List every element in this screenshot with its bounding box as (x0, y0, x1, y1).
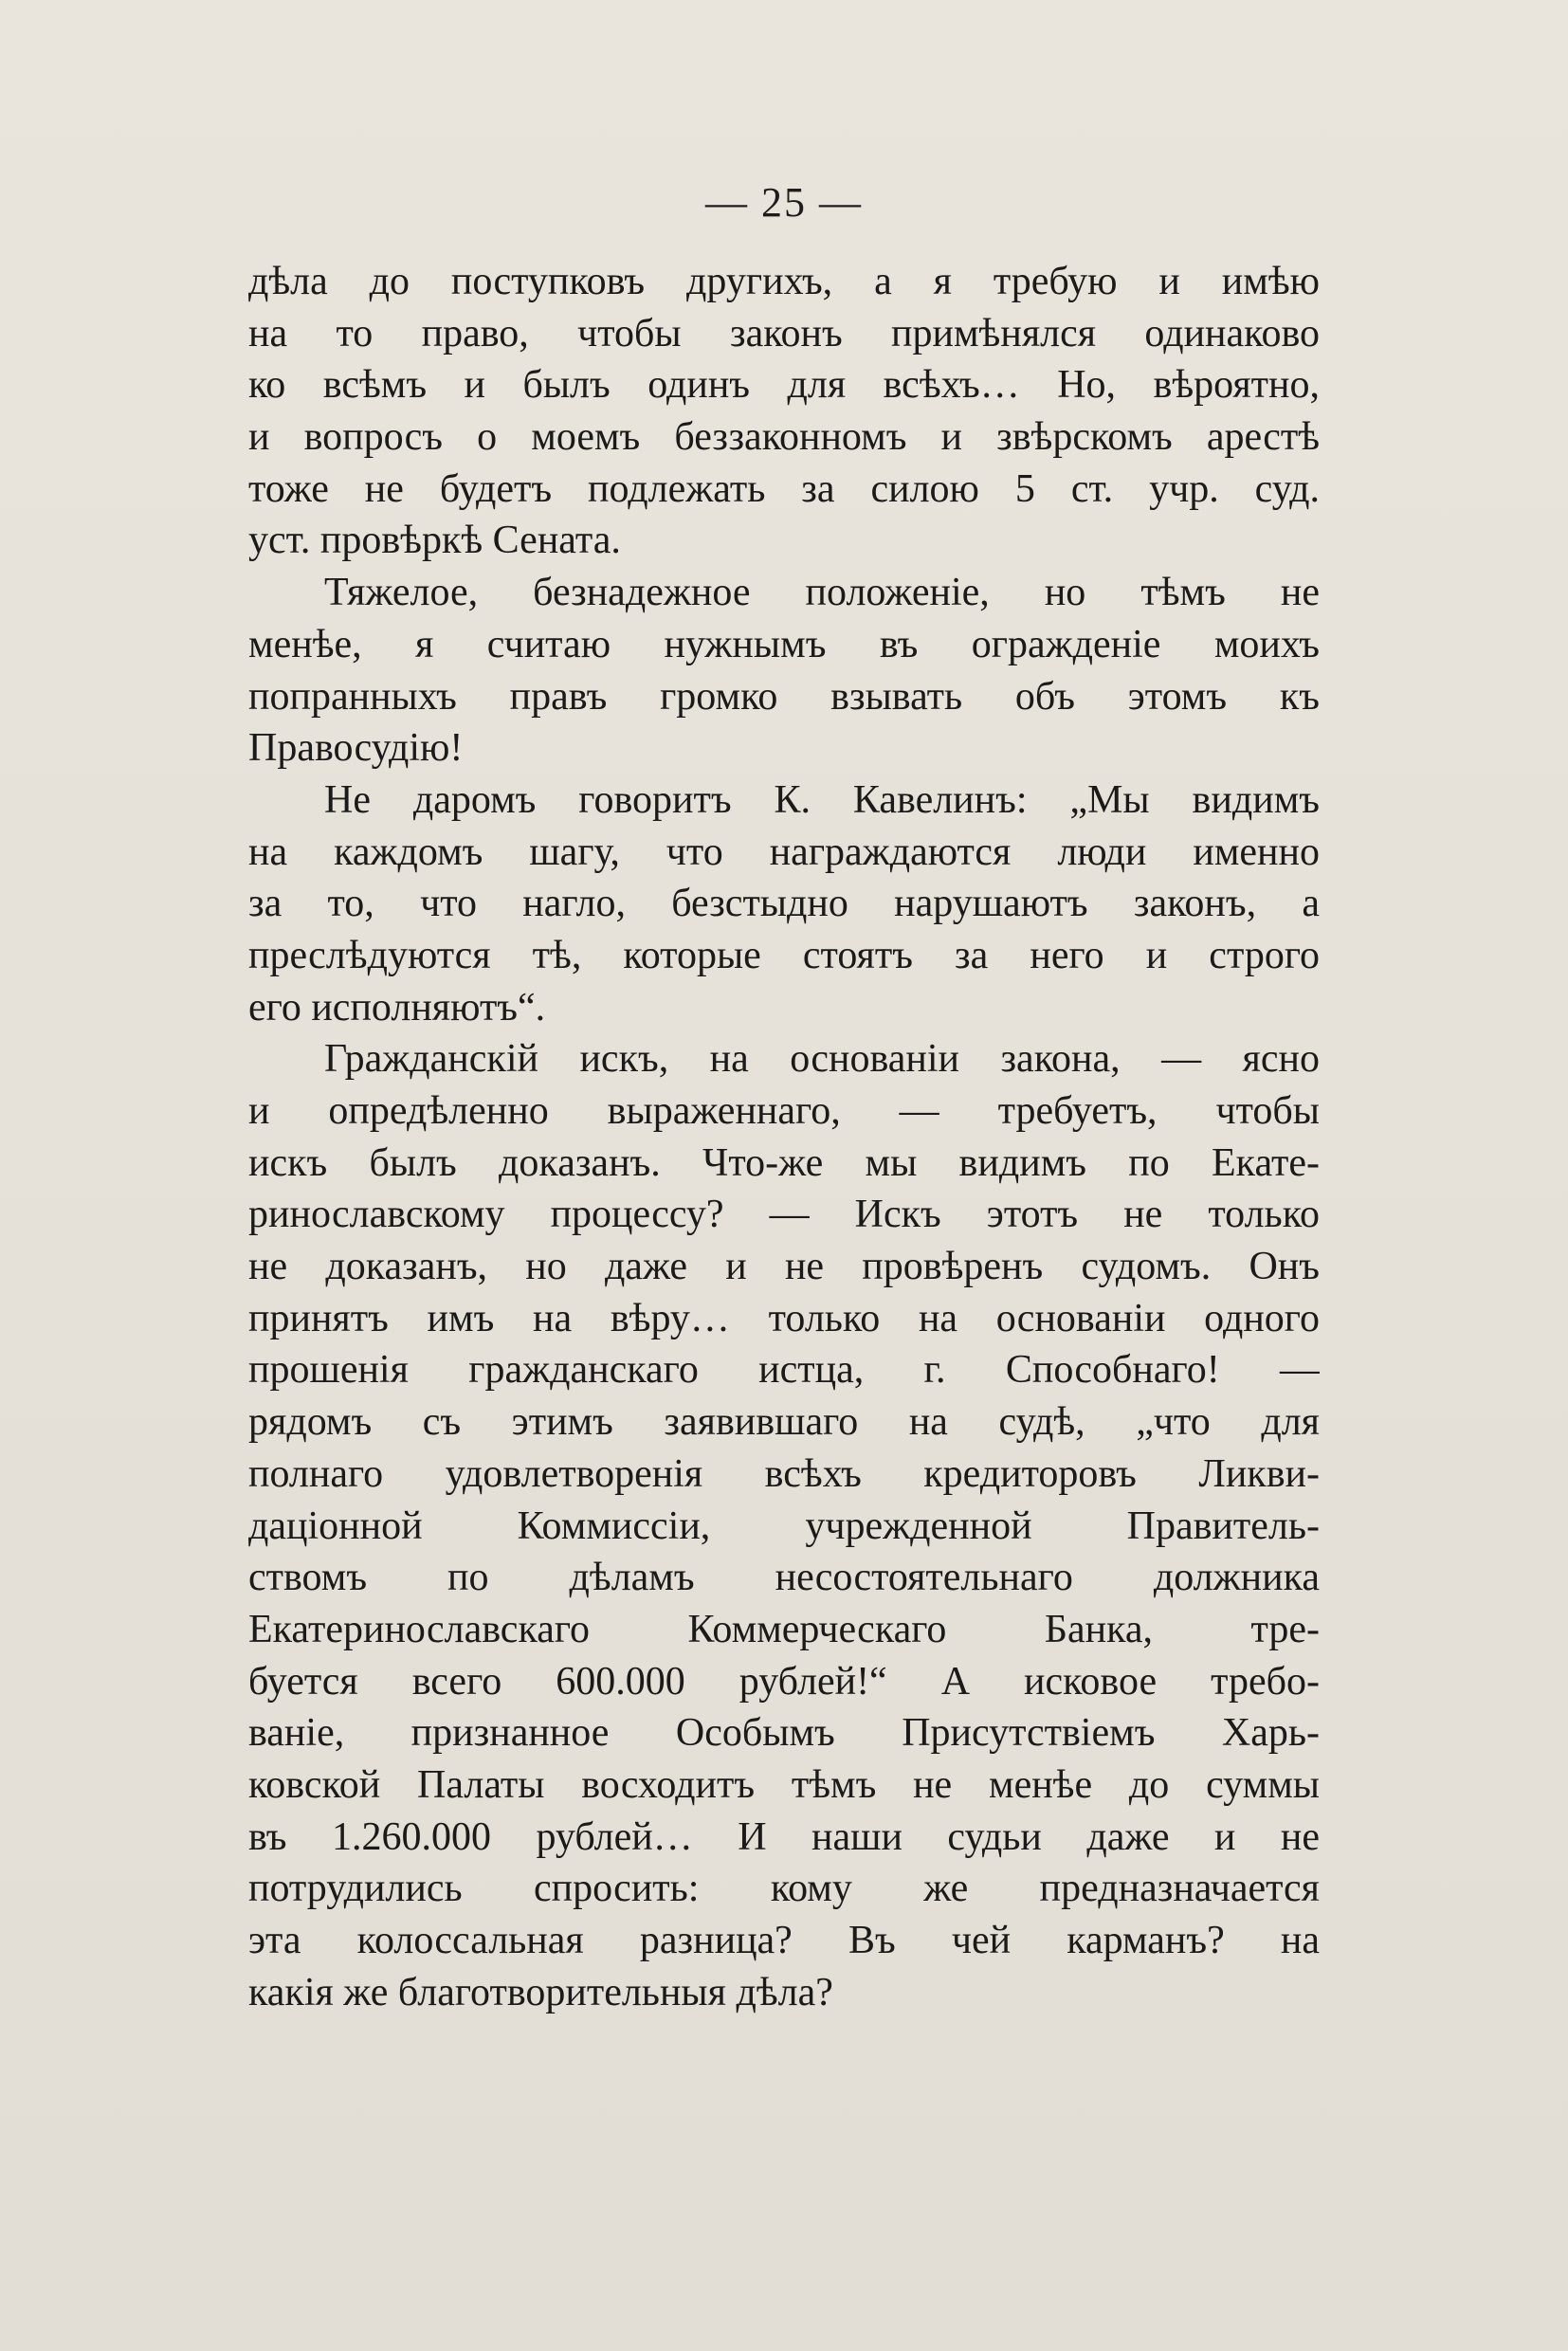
text-line: потрудились спросить: кому же предназначается (248, 1867, 1320, 1911)
text-line: дѣла до поступковъ другихъ, а я требую и имѣю (248, 260, 1320, 303)
text-line: Не даромъ говоритъ К. Кавелинъ: „Мы видимъ (324, 777, 1320, 822)
text-line: даціонной Коммиссіи, учрежденной Правитель- (248, 1504, 1320, 1548)
text-line: не доказанъ, но даже и не провѣренъ судомъ. Онъ (248, 1245, 1320, 1289)
body-text (248, 256, 1320, 2018)
text-line: Правосудію! (248, 726, 464, 771)
page-number: — 25 — (705, 179, 863, 226)
text-line: ковской Палаты восходитъ тѣмъ не менѣе до суммы (248, 1762, 1320, 1807)
text-line: за то, что нагло, безстыдно нарушаютъ законъ, а (248, 882, 1320, 926)
text-line: попранныхъ правъ громко взывать объ этомъ къ (248, 674, 1320, 719)
text-line: полнаго удовлетворенія всѣхъ кредиторовъ Ликви- (248, 1451, 1320, 1496)
text-line: ринославскому процессу? — Искъ этотъ не только (248, 1193, 1320, 1237)
text-line: и опредѣленно выраженнаго, — требуетъ, чтобы (248, 1089, 1320, 1133)
text-line: менѣе, я считаю нужнымъ въ огражденіе моихъ (248, 622, 1320, 666)
text-line: уст. провѣркѣ Сената. (248, 519, 621, 563)
text-line: на то право, чтобы законъ примѣнялся одинаково (248, 311, 1320, 355)
text-line: рядомъ съ этимъ заявившаго на судѣ, „что для (248, 1400, 1320, 1445)
text-line: ваніе, признанное Особымъ Присутствіемъ Харь- (248, 1711, 1320, 1756)
text-line: Гражданскій искъ, на основаніи закона, — ясно (324, 1037, 1320, 1082)
text-line: и вопросъ о моемъ беззаконномъ и звѣрскомъ арестѣ (248, 415, 1320, 460)
text-line: на каждомъ шагу, что награждаются люди именно (248, 829, 1320, 874)
text-line: преслѣдуются тѣ, которые стоятъ за него и строго (248, 933, 1320, 977)
text-line: прошенія гражданскаго истца, г. Способнаго! — (248, 1348, 1320, 1393)
text-line: Екатеринославскаго Коммерческаго Банка, тре- (248, 1607, 1320, 1651)
text-line: ствомъ по дѣламъ несостоятельнаго должника (248, 1556, 1320, 1600)
text-line: какія же благотворительныя дѣла? (248, 1970, 833, 2014)
text-line: его исполняютъ“. (248, 985, 546, 1030)
text-line: ко всѣмъ и былъ одинъ для всѣхъ… Но, вѣроятно, (248, 363, 1320, 408)
text-line: эта колоссальная разница? Въ чей карманъ? на (248, 1919, 1320, 1962)
text-line: искъ былъ доказанъ. Что-же мы видимъ по Екате- (248, 1140, 1320, 1185)
text-line: принятъ имъ на вѣру… только на основаніи одного (248, 1296, 1320, 1340)
text-line: Тяжелое, безнадежное положеніе, но тѣмъ не (324, 571, 1320, 615)
text-line: въ 1.260.000 рублей… И наши судьи даже и не (248, 1814, 1320, 1859)
text-line: тоже не будетъ подлежать за силою 5 ст. учр. суд. (248, 466, 1320, 511)
text-line: буется всего 600.000 рублей!“ А исковое требо- (248, 1659, 1320, 1704)
